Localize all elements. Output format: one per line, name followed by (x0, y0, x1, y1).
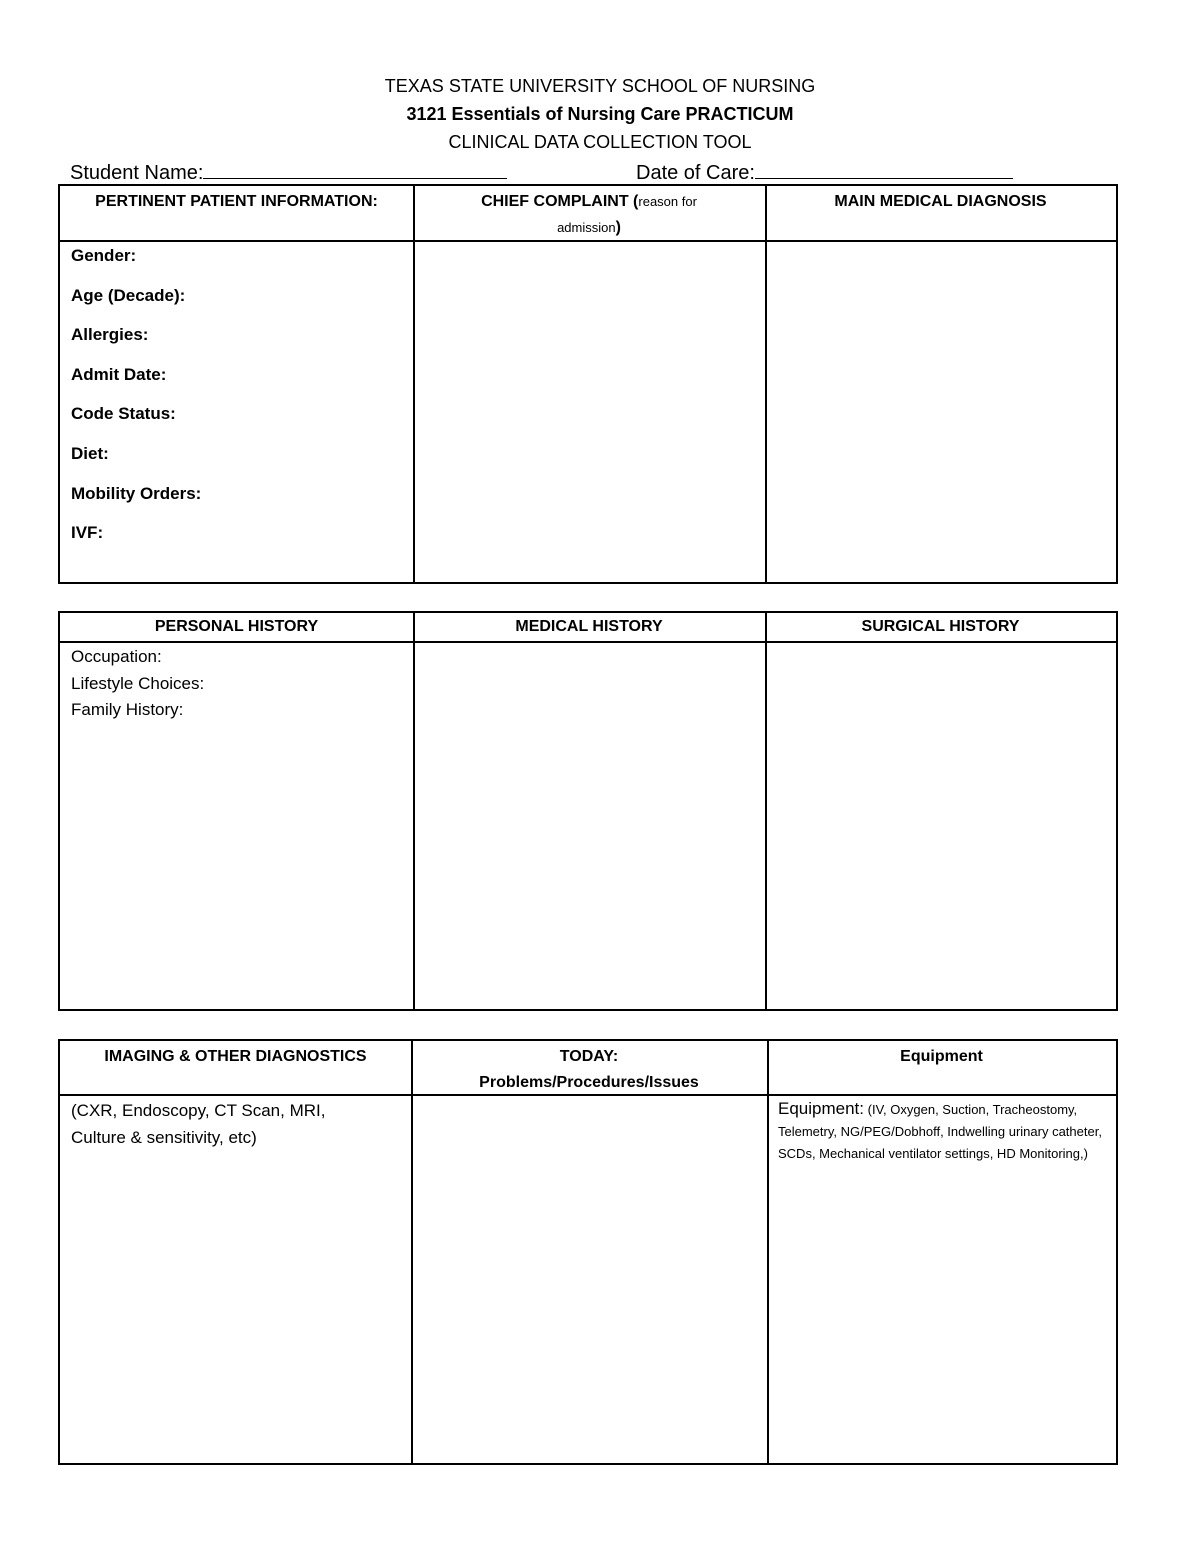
column-divider (767, 1041, 769, 1463)
personal-history-header: PERSONAL HISTORY (154, 618, 319, 635)
chief-complaint-header: CHIEF COMPLAINT (reason for admission) (481, 193, 697, 236)
field-label: Family History: (71, 700, 184, 719)
patient-info-table (58, 184, 1118, 584)
today-header: TODAY: Problems/Procedures/Issues (479, 1048, 699, 1091)
imaging-cell[interactable] (71, 1098, 405, 1151)
student-name-line (70, 158, 507, 187)
form-title: CLINICAL DATA COLLECTION TOOL (448, 132, 752, 152)
field-label: Admit Date: (71, 364, 167, 384)
field-label: Diet: (71, 443, 109, 463)
student-name-label: Student Name: (70, 162, 204, 184)
equipment-examples: (IV, Oxygen, Suction, Tracheostomy, Telemetry, NG/PEG/Dobhoff, Indwelling urinary catheter, SCDs, Mechanical ventilator settings, HD Monitoring,) (778, 1102, 1102, 1161)
equipment-cell[interactable] (778, 1098, 1112, 1165)
personal-history-fields[interactable] (71, 644, 406, 724)
chief-complaint-cell[interactable] (415, 242, 763, 582)
course-title: 3121 Essentials of Nursing Care PRACTICUM (406, 104, 794, 124)
main-diagnosis-cell[interactable] (767, 242, 1116, 582)
pertinent-info-header: PERTINENT PATIENT INFORMATION: (95, 193, 378, 210)
history-table (58, 611, 1118, 1011)
imaging-header: IMAGING & OTHER DIAGNOSTICS (104, 1048, 367, 1065)
student-name-field[interactable] (203, 158, 507, 179)
field-label: Mobility Orders: (71, 483, 202, 503)
imaging-examples: Culture & sensitivity, etc) (71, 1127, 257, 1147)
surgical-history-cell[interactable] (767, 643, 1116, 1009)
equipment-header: Equipment (900, 1048, 983, 1065)
date-of-care-field[interactable] (755, 158, 1013, 179)
field-label: IVF: (71, 523, 104, 543)
main-diagnosis-header: MAIN MEDICAL DIAGNOSIS (834, 193, 1047, 210)
field-label: Code Status: (71, 404, 176, 424)
field-label: Allergies: (71, 325, 149, 345)
patient-info-header-row (60, 186, 1116, 242)
history-header-row (60, 613, 1116, 643)
surgical-history-header: SURGICAL HISTORY (861, 618, 1020, 635)
medical-history-cell[interactable] (415, 643, 763, 1009)
field-label: Gender: (71, 246, 137, 265)
field-label: Lifestyle Choices: (71, 673, 205, 693)
school-title: TEXAS STATE UNIVERSITY SCHOOL OF NURSING (384, 76, 816, 96)
date-of-care-line (636, 158, 1013, 187)
date-of-care-label: Date of Care: (636, 162, 755, 184)
diagnostics-table (58, 1039, 1118, 1465)
field-label: Occupation: (71, 647, 162, 666)
diagnostics-header-row (60, 1041, 1116, 1096)
imaging-examples: (CXR, Endoscopy, CT Scan, MRI, (71, 1101, 326, 1120)
patient-info-fields[interactable] (71, 242, 406, 559)
equipment-label: Equipment: (778, 1099, 864, 1118)
field-label: Age (Decade): (71, 285, 186, 305)
medical-history-header: MEDICAL HISTORY (515, 618, 663, 635)
today-cell[interactable] (413, 1096, 765, 1463)
